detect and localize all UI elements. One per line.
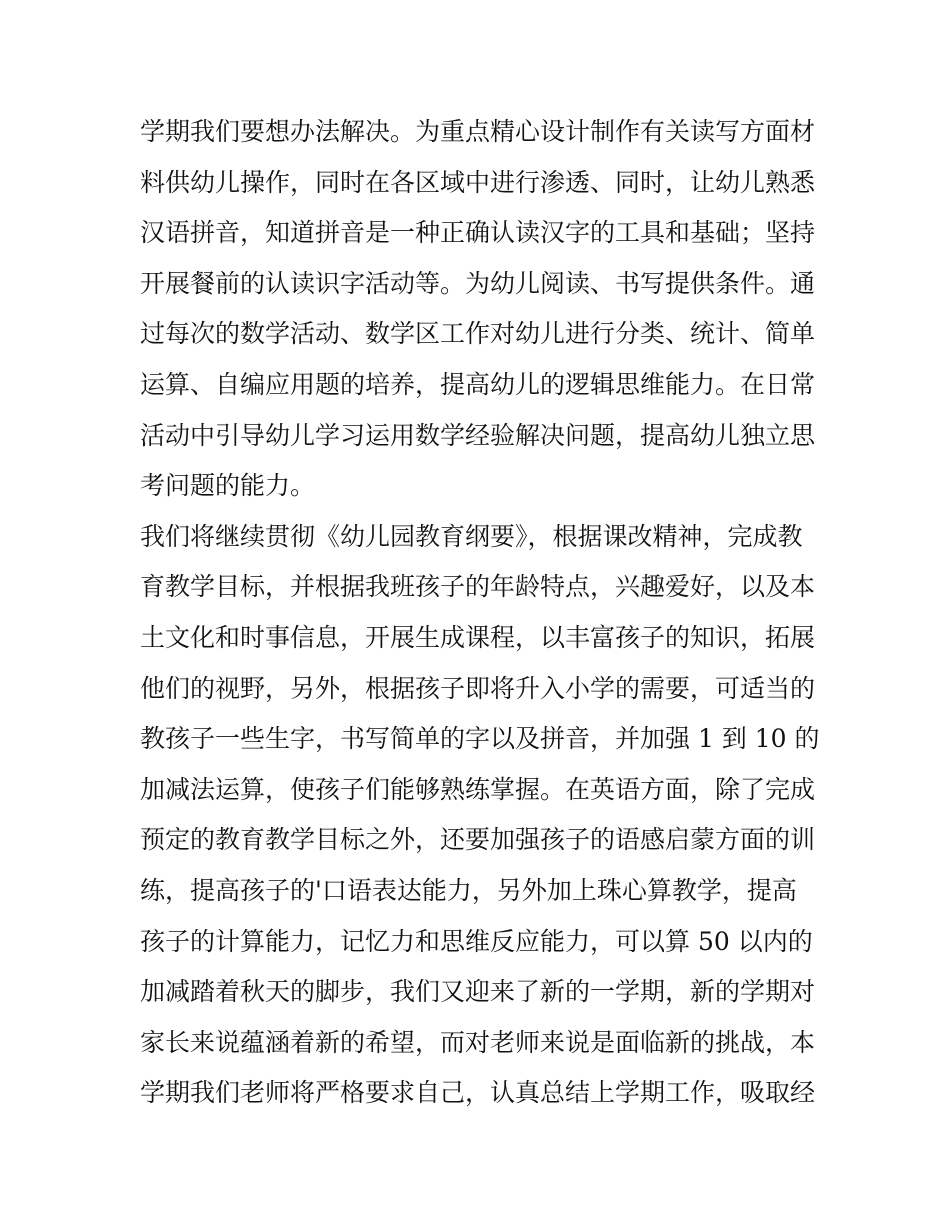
- text-line: 他们的视野，另外，根据孩子即将升入小学的需要，可适当的: [140, 673, 816, 703]
- text-line: 料供幼儿操作，同时在各区域中进行渗透、同时，让幼儿熟悉: [140, 167, 816, 197]
- text-line: 学期我们老师将严格要求自己，认真总结上学期工作，吸取经: [140, 1078, 816, 1108]
- text-line: 考问题的能力。: [140, 471, 316, 501]
- text-line: 土文化和时事信息，开展生成课程，以丰富孩子的知识，拓展: [140, 622, 816, 652]
- body-text: [140, 107, 820, 1119]
- text-line: 汉语拼音，知道拼音是一种正确认读汉字的工具和基础；坚持: [140, 218, 816, 248]
- text-line: 育教学目标，并根据我班孩子的年龄特点，兴趣爱好，以及本: [140, 572, 816, 602]
- text-line: 预定的教育教学目标之外，还要加强孩子的语感启蒙方面的训: [140, 825, 816, 855]
- text-line: 加减法运算，使孩子们能够熟练掌握。在英语方面，除了完成: [140, 774, 816, 804]
- text-line: 开展餐前的认读识字活动等。为幼儿阅读、书写提供条件。通: [140, 268, 816, 298]
- text-line: 练，提高孩子的'口语表达能力，另外加上珠心算教学，提高: [140, 875, 797, 905]
- text-line: 家长来说蕴涵着新的希望，而对老师来说是面临新的挑战，本: [140, 1027, 816, 1057]
- text-line: 运算、自编应用题的培养，提高幼儿的逻辑思维能力。在日常: [140, 369, 816, 399]
- text-line: 加减踏着秋天的脚步，我们又迎来了新的一学期，新的学期对: [140, 977, 816, 1007]
- text-line: 教孩子一些生字，书写简单的字以及拼音，并加强 1 到 10 的: [140, 724, 820, 754]
- text-line: 我们将继续贯彻《幼儿园教育纲要》，根据课改精神，完成教: [140, 521, 803, 551]
- text-line: 孩子的计算能力，记忆力和思维反应能力，可以算 50 以内的: [140, 926, 813, 956]
- text-line: 学期我们要想办法解决。为重点精心设计制作有关读写方面材: [140, 117, 816, 146]
- text-line: 过每次的数学活动、数学区工作对幼儿进行分类、统计、简单: [140, 319, 816, 349]
- text-line: 活动中引导幼儿学习运用数学经验解决问题，提高幼儿独立思: [140, 420, 816, 450]
